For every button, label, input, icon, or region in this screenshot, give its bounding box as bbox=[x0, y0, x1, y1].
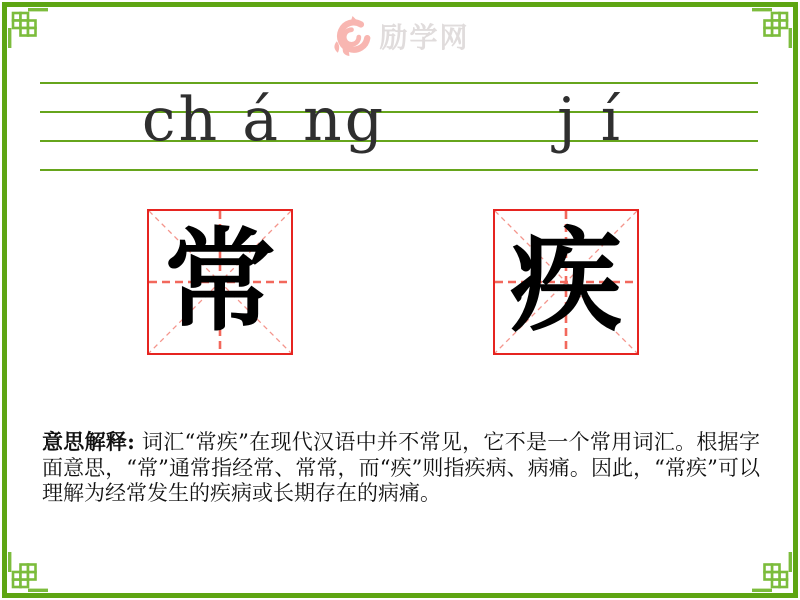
hanzi-chang: 常 bbox=[164, 216, 276, 347]
hanzi-ji: 疾 bbox=[510, 216, 622, 347]
site-logo bbox=[330, 15, 469, 57]
site-name: 励学网 bbox=[379, 22, 470, 53]
mi-grid-character-box-ji bbox=[493, 209, 639, 355]
meaning-explanation bbox=[42, 429, 760, 507]
pinyin-syllable-chang: ch á ng bbox=[141, 85, 387, 155]
corner-lattice-ornament-bottom-right bbox=[752, 552, 798, 598]
meaning-explanation-text: 词汇“常疾”在现代汉语中并不常见，它不是一个常用词汇。根据字面意思，“常”通常指经常、常常，而“疾”则指疾病、病痛。因此，“常疾”可以理解为经常发生的疾病或长期存在的病痛。 bbox=[42, 430, 760, 505]
pinyin-grid-line-1 bbox=[40, 82, 758, 84]
corner-lattice-ornament-top-right bbox=[752, 2, 798, 48]
corner-lattice-ornament-bottom-left bbox=[2, 552, 48, 598]
pinyin-grid-line-4 bbox=[40, 169, 758, 171]
corner-lattice-ornament-top-left bbox=[2, 2, 48, 48]
mi-grid-character-box-chang bbox=[147, 209, 293, 355]
fox-swirl-icon bbox=[330, 15, 372, 57]
meaning-explanation-label: 意思解释: bbox=[42, 429, 135, 454]
pinyin-syllable-ji: j í bbox=[557, 85, 623, 155]
